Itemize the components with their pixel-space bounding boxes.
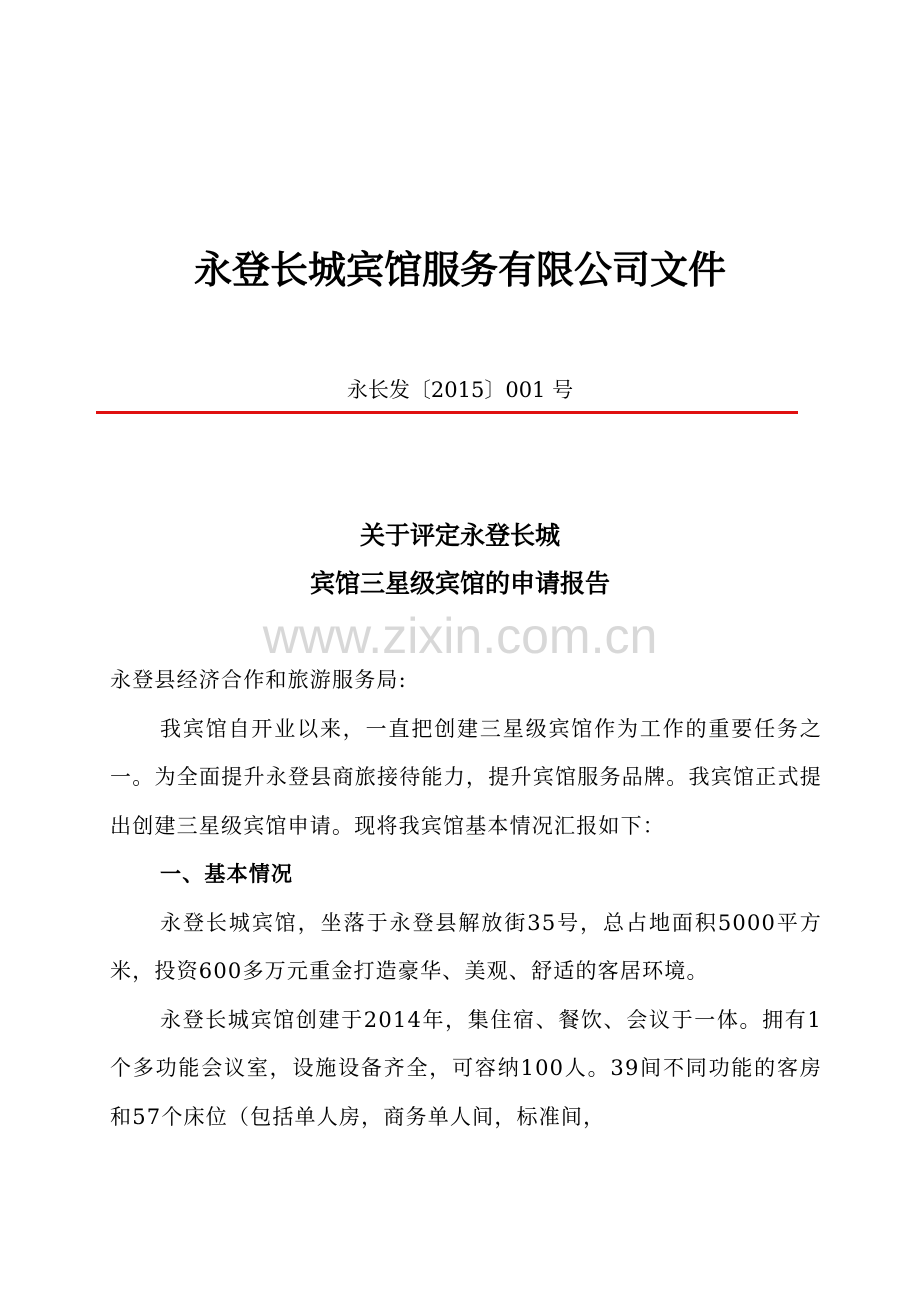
document-body <box>110 656 822 1141</box>
red-divider-rule <box>96 411 798 414</box>
salutation: 永登县经济合作和旅游服务局: <box>110 668 407 692</box>
document-header-title: 永登长城宾馆服务有限公司文件 <box>193 247 726 292</box>
section-heading-basic-info: 一、基本情况 <box>160 862 294 886</box>
report-title-line2: 宾馆三星级宾馆的申请报告 <box>309 569 610 598</box>
intro-paragraph: 我宾馆自开业以来，一直把创建三星级宾馆作为工作的重要任务之一。为全面提升永登县商旅接待能力，提升宾馆服务品牌。我宾馆正式提出创建三星级宾馆申请。现将我宾馆基本情况汇报如下： <box>110 716 822 838</box>
report-title-line1: 关于评定永登长城 <box>359 521 560 550</box>
document-number: 永长发〔2015〕001 号 <box>346 378 574 402</box>
watermark: www.zixin.com.cn <box>262 608 658 664</box>
location-paragraph: 永登长城宾馆，坐落于永登县解放街35号，总占地面积5000平方米，投资600多万元重金打造豪华、美观、舒适的客居环境。 <box>110 910 822 983</box>
facilities-paragraph: 永登长城宾馆创建于2014年，集住宿、餐饮、会议于一体。拥有1个多功能会议室，设施设备齐全，可容纳100人。39间不同功能的客房和57个床位（包括单人房，商务单人间，标准间， <box>110 1007 822 1129</box>
